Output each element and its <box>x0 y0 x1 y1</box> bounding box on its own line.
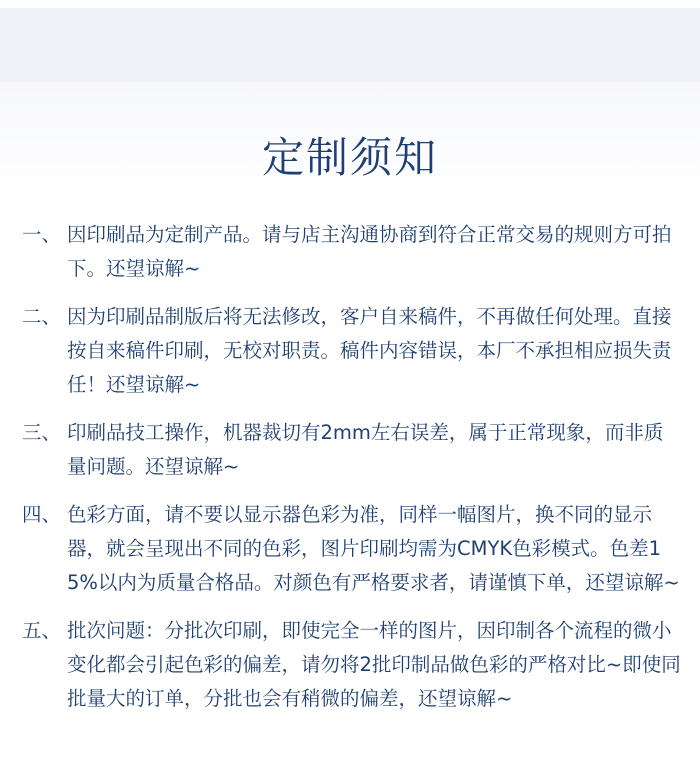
rule-text: 因为印刷品制版后将无法修改，客户自来稿件，不再做任何处理。直接按自来稿件印刷，无校对职责。稿件内容错误，本厂不承担相应损失责任！还望谅解~ <box>67 305 672 396</box>
rule-text: 印刷品技工操作，机器裁切有2mm左右误差，属于正常现象，而非质量问题。还望谅解~ <box>67 421 664 478</box>
rule-item-1 <box>22 218 682 286</box>
rule-text: 批次问题：分批次印刷，即使完全一样的图片，因印制各个流程的微小变化都会引起色彩的偏差，请勿将2批印制品做色彩的严格对比~即使同批量大的订单，分批也会有稍微的偏差，还望谅解~ <box>67 619 681 710</box>
rule-number: 二、 <box>22 305 62 328</box>
rule-item-4 <box>22 498 682 600</box>
rules-list <box>22 218 682 730</box>
top-strip <box>0 0 700 8</box>
rule-number: 三、 <box>22 421 62 444</box>
rule-item-3 <box>22 416 682 484</box>
rule-number: 四、 <box>22 503 62 526</box>
rule-number: 一、 <box>22 223 62 246</box>
rule-number: 五、 <box>22 619 62 642</box>
page-title: 定制须知 <box>261 133 438 182</box>
top-band <box>0 0 700 82</box>
rule-text: 因印刷品为定制产品。请与店主沟通协商到符合正常交易的规则方可拍下。还望谅解~ <box>67 223 672 280</box>
rule-item-2 <box>22 300 682 402</box>
rule-item-5 <box>22 614 682 716</box>
rule-text: 色彩方面，请不要以显示器色彩为准，同样一幅图片，换不同的显示器，就会呈现出不同的色彩，图片印刷均需为CMYK色彩模式。色差15%以内为质量合格品。对颜色有严格要求者，请谨慎下单，还望谅解~ <box>67 503 680 594</box>
